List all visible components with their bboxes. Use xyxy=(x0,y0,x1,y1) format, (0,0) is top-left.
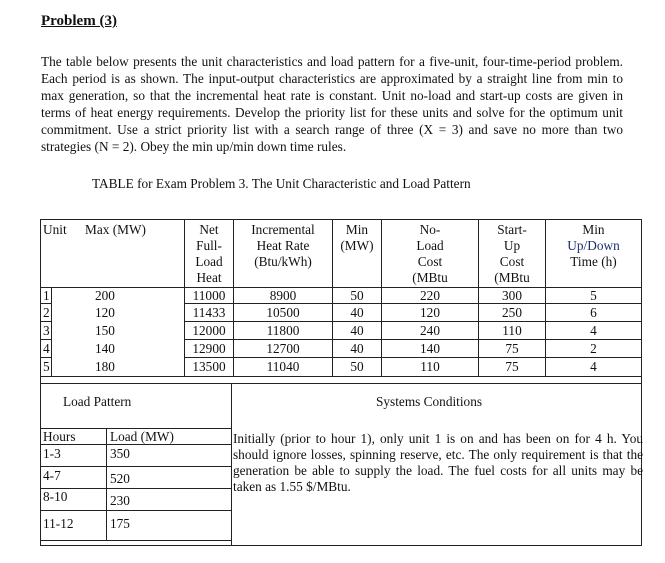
cell-noload: 140 xyxy=(420,341,440,356)
cell-unit: 1 xyxy=(43,288,50,303)
load-header-hours: Hours xyxy=(43,429,76,444)
cell-min: 40 xyxy=(350,323,364,338)
table-caption: TABLE for Exam Problem 3. The Unit Characteristic and Load Pattern xyxy=(92,176,471,191)
cell-noload: 110 xyxy=(420,359,440,374)
cell-min: 50 xyxy=(350,288,364,303)
load-value: 230 xyxy=(110,493,130,508)
cell-updown: 4 xyxy=(590,359,597,374)
header-unit: Unit xyxy=(43,222,67,237)
cell-noload: 220 xyxy=(420,288,440,303)
load-hours: 1-3 xyxy=(43,446,61,461)
header-min-updown-time: Min Up/Down Time (h) xyxy=(567,222,620,269)
load-hours: 8-10 xyxy=(43,489,68,504)
cell-inc: 11040 xyxy=(266,359,300,374)
cell-net: 12000 xyxy=(192,323,226,338)
header-startup-cost: Start- Up Cost (MBtu xyxy=(494,222,530,285)
cell-min: 40 xyxy=(350,341,364,356)
load-hours: 4-7 xyxy=(43,468,61,483)
cell-inc: 10500 xyxy=(266,305,300,320)
cell-updown: 6 xyxy=(590,305,597,320)
cell-startup: 75 xyxy=(505,359,519,374)
cell-min: 40 xyxy=(350,305,364,320)
cell-updown: 2 xyxy=(590,341,597,356)
cell-max: 150 xyxy=(95,323,115,338)
cell-noload: 240 xyxy=(420,323,440,338)
cell-startup: 75 xyxy=(505,341,519,356)
cell-max: 140 xyxy=(95,341,115,356)
cell-net: 12900 xyxy=(192,341,226,356)
cell-min: 50 xyxy=(350,359,364,374)
cell-updown: 5 xyxy=(590,288,597,303)
cell-max: 180 xyxy=(95,359,115,374)
load-value: 520 xyxy=(110,471,130,486)
load-value: 350 xyxy=(110,446,130,461)
cell-max: 200 xyxy=(95,288,115,303)
cell-noload: 120 xyxy=(420,305,440,320)
cell-inc: 11800 xyxy=(266,323,300,338)
cell-startup: 300 xyxy=(502,288,522,303)
cell-startup: 250 xyxy=(502,305,522,320)
cell-unit: 2 xyxy=(43,305,50,320)
cell-startup: 110 xyxy=(502,323,522,338)
systems-conditions-title: Systems Conditions xyxy=(376,394,483,409)
cell-max: 120 xyxy=(95,305,115,320)
cell-unit: 5 xyxy=(43,359,50,374)
cell-unit: 3 xyxy=(43,323,50,338)
cell-net: 11433 xyxy=(192,305,226,320)
header-max: Max (MW) xyxy=(85,222,146,237)
header-incremental-heat-rate: Incremental Heat Rate (Btu/kWh) xyxy=(251,222,315,269)
problem-heading: Problem (3) xyxy=(41,13,117,29)
load-header-load: Load (MW) xyxy=(110,429,174,444)
header-min-mw: Min (MW) xyxy=(340,222,374,253)
problem-paragraph: The table below presents the unit characteristics and load pattern for a five-unit, four-time-period problem. Each period is as shown. The input-output characteristics are approximated by a straight line from min to max generation, so that the incremental heat rate is constant. Unit no-load and start-up costs are given in terms of heat energy requirements. Develop the priority list for these units and solve for the optimum unit commitment. Use a strict priority list with a search range of three (X = 3) and save no more than two strategies (N = 2). Obey the min up/min down time rules. xyxy=(41,54,623,154)
systems-conditions-text: Initially (prior to hour 1), only unit 1 is on and has been on for 4 h. You should ignore losses, spinning reserve, etc. The only requirement is that the generation be able to supply the load. The fuel costs for all units may be taken as 1.55 $/MBtu. xyxy=(233,431,643,494)
header-no-load-cost: No- Load Cost (MBtu xyxy=(412,222,448,285)
cell-unit: 4 xyxy=(43,341,50,356)
cell-inc: 8900 xyxy=(269,288,297,303)
cell-net: 11000 xyxy=(192,288,226,303)
cell-updown: 4 xyxy=(590,323,597,338)
load-hours: 11-12 xyxy=(43,516,74,531)
cell-net: 13500 xyxy=(192,359,226,374)
load-pattern-title: Load Pattern xyxy=(63,394,132,409)
header-net-full-load-heat: Net Full- Load Heat xyxy=(195,222,223,285)
load-value: 175 xyxy=(110,516,130,531)
cell-inc: 12700 xyxy=(266,341,300,356)
